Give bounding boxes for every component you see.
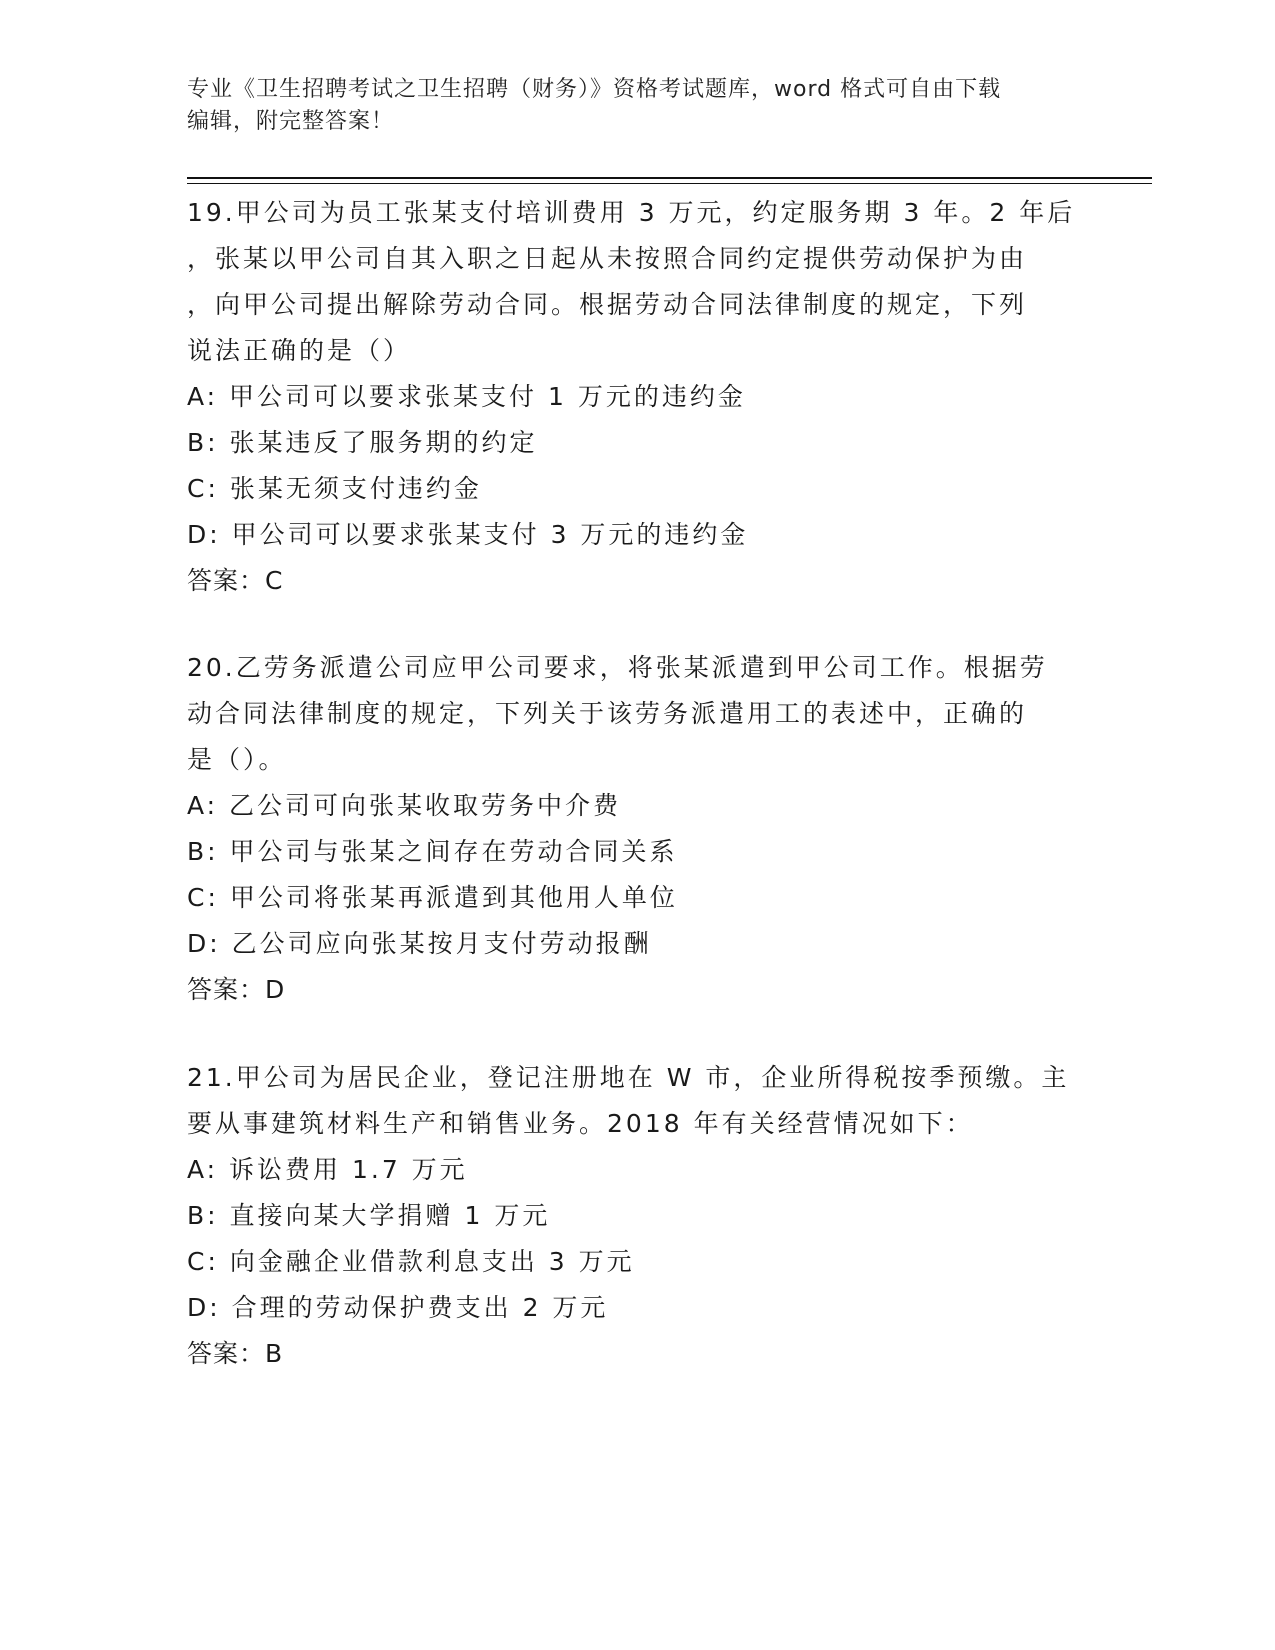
- question-text-line: ，张某以甲公司自其入职之日起从未按照合同约定提供劳动保护为由: [187, 244, 1028, 273]
- option-d: D: 合理的劳动保护费支出 2 万元: [187, 1293, 609, 1322]
- question-19: [187, 190, 1087, 604]
- answer-label: 答案：B: [187, 1339, 284, 1368]
- question-text-line: ，向甲公司提出解除劳动合同。根据劳动合同法律制度的规定，下列: [187, 290, 1028, 319]
- option-a: A: 诉讼费用 1.7 万元: [187, 1155, 468, 1184]
- question-text-line: 是（）。: [187, 745, 287, 774]
- question-text-line: 动合同法律制度的规定，下列关于该劳务派遣用工的表述中，正确的: [187, 699, 1028, 728]
- option-b: B: 张某违反了服务期的约定: [187, 428, 538, 457]
- question-text-line: 说法正确的是（）: [187, 336, 412, 365]
- option-a: A: 甲公司可以要求张某支付 1 万元的违约金: [187, 382, 746, 411]
- option-c: C: 张某无须支付违约金: [187, 474, 482, 503]
- option-d: D: 甲公司可以要求张某支付 3 万元的违约金: [187, 520, 749, 549]
- document-header: [187, 74, 1087, 138]
- question-text-line: 21.甲公司为居民企业，登记注册地在 W 市，企业所得税按季预缴。主: [187, 1063, 1070, 1092]
- header-divider-thin: [187, 183, 1152, 184]
- question-text-line: 要从事建筑材料生产和销售业务。2018 年有关经营情况如下：: [187, 1109, 974, 1138]
- option-b: B: 甲公司与张某之间存在劳动合同关系: [187, 837, 678, 866]
- question-21: [187, 1055, 1087, 1377]
- question-20: [187, 645, 1087, 1013]
- option-b: B: 直接向某大学捐赠 1 万元: [187, 1201, 551, 1230]
- header-line-1: 专业《卫生招聘考试之卫生招聘（财务）》资格考试题库，word 格式可自由下载: [187, 77, 1002, 102]
- header-divider-thick: [187, 177, 1152, 179]
- question-text-line: 19.甲公司为员工张某支付培训费用 3 万元，约定服务期 3 年。2 年后: [187, 198, 1076, 227]
- option-d: D: 乙公司应向张某按月支付劳动报酬: [187, 929, 652, 958]
- header-line-2: 编辑，附完整答案！: [187, 109, 395, 134]
- answer-label: 答案：C: [187, 566, 284, 595]
- option-c: C: 向金融企业借款利息支出 3 万元: [187, 1247, 635, 1276]
- answer-label: 答案：D: [187, 975, 286, 1004]
- option-a: A: 乙公司可向张某收取劳务中介费: [187, 791, 622, 820]
- option-c: C: 甲公司将张某再派遣到其他用人单位: [187, 883, 678, 912]
- question-text-line: 20.乙劳务派遣公司应甲公司要求，将张某派遣到甲公司工作。根据劳: [187, 653, 1048, 682]
